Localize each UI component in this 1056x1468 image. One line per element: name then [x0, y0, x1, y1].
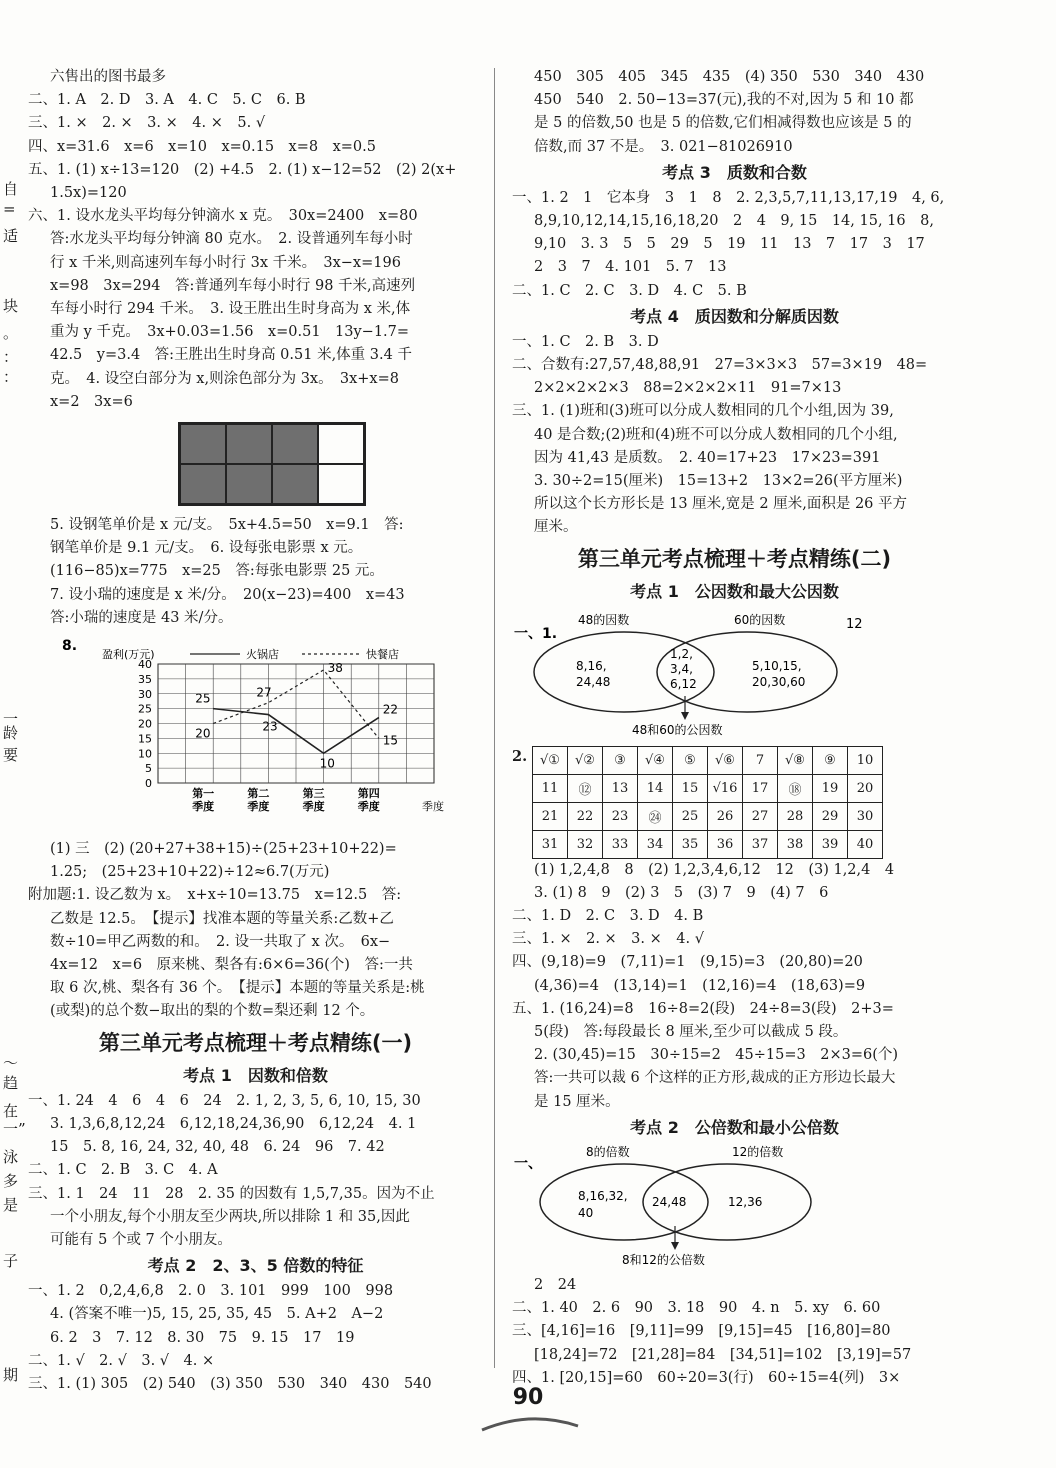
venn1-answer: 12	[846, 616, 863, 632]
page-number-swoosh	[480, 1412, 580, 1436]
margin-char: 。	[3, 324, 19, 342]
venn2-right-item: 12,36	[728, 1194, 763, 1209]
x-tick-label-line: 第二	[247, 787, 270, 801]
margin-char: 要	[3, 746, 19, 764]
y-tick-label: 5	[145, 762, 152, 776]
answer-line: 四、(9,18)=9 (7,11)=1 (9,15)=3 (20,80)=20	[512, 954, 863, 971]
venn2-label: 一、	[514, 1155, 542, 1172]
grid-cell: √16	[708, 774, 743, 802]
data-label: 25	[195, 691, 211, 706]
answer-line: (1) 1,2,4,8 8 (2) 1,2,3,4,6,12 12 (3) 1,2,4 4	[534, 861, 895, 878]
left-column	[28, 66, 483, 1396]
data-label: 23	[262, 719, 278, 734]
grid-cell: 34	[638, 830, 673, 858]
venn-diagram-multiples	[512, 1142, 957, 1270]
answer-line: 二、1. C 2. B 3. C 4. A	[28, 1162, 218, 1179]
y-tick-label: 10	[138, 747, 152, 761]
grid-cell: √②	[568, 746, 603, 774]
answer-line: 二、1. √ 2. √ 3. √ 4. ×	[28, 1352, 215, 1369]
answer-line: 车每小时行 294 千米。 3. 设王胜出生时身高为 x 米,体	[50, 301, 411, 318]
venn1-right-item: 20,30,60	[752, 674, 806, 689]
answer-line: 四、1. [20,15]=60 60÷20=3(行) 60÷15=4(列) 3×	[512, 1369, 901, 1386]
r-point2-title: 考点 2 公倍数和最小公倍数	[630, 1117, 839, 1137]
legend-hotpot: 火锅店	[246, 648, 279, 662]
answer-line: (4,36)=4 (13,14)=1 (12,16)=4 (18,63)=9	[534, 977, 866, 994]
margin-char: 泳	[3, 1148, 19, 1166]
grid-cell: 23	[603, 802, 638, 830]
answer-line: 五、1. (1) x÷13=120 (2) +4.5 2. (1) x−12=52 (2) 2(x+	[28, 161, 457, 178]
venn2-right-title: 12的倍数	[732, 1144, 784, 1159]
venn1-left-title: 48的因数	[578, 612, 630, 627]
shaded-cell	[272, 464, 318, 504]
margin-char: ：	[3, 368, 19, 386]
grid-cell: 21	[533, 802, 568, 830]
answer-line: 答:水龙头平均每分钟滴 80 克水。 2. 设普通列车每小时	[50, 231, 413, 248]
line-chart-svg	[40, 636, 480, 832]
venn2-left-title: 8的倍数	[586, 1144, 630, 1159]
answer-line: 6. 2 3 7. 12 8. 30 75 9. 15 17 19	[50, 1329, 355, 1346]
grid-cell: 7	[743, 746, 778, 774]
venn1-right-item: 5,10,15,	[752, 658, 802, 673]
answer-line: 厘米。	[534, 519, 578, 536]
blank-cell	[318, 424, 364, 464]
right-column	[512, 66, 957, 1390]
x-tick-label	[192, 786, 214, 813]
x-tick-label-line: 季度	[192, 800, 215, 814]
answer-line: 乙数是 12.5。 【提示】找准本题的等量关系:乙数+乙	[50, 910, 394, 927]
x-tick-label-line: 第三	[302, 787, 325, 801]
answer-line: 三、1. (1)班和(3)班可以分成人数相同的几个小组,因为 39,	[512, 403, 894, 420]
margin-char: 龄	[3, 724, 19, 742]
grid-cell: 25	[673, 802, 708, 830]
grid-cell: 27	[743, 802, 778, 830]
margin-char: 自	[3, 180, 19, 198]
venn1-center-item: 3,4,	[670, 661, 693, 676]
y-tick-label: 35	[138, 672, 152, 686]
x-tick-label	[303, 786, 325, 813]
answer-line: 2. (30,45)=15 30÷15=2 45÷15=3 2×3=6(个)	[534, 1047, 899, 1064]
x-axis-label: 季度	[422, 800, 444, 814]
margin-char: ：	[3, 348, 19, 366]
answer-line: 9,10 3. 3 5 5 29 5 19 11 13 7 17 3 17	[534, 236, 925, 253]
number-grid	[532, 746, 883, 859]
answer-line: 三、1. × 2. × 3. × 4. × 5. √	[28, 115, 266, 132]
grid-cell: 10	[848, 746, 883, 774]
grid-cell: 20	[848, 774, 883, 802]
grid-cell: 33	[603, 830, 638, 858]
margin-char: 期	[3, 1366, 19, 1384]
answer-line: 二、1. A 2. D 3. A 4. C 5. C 6. B	[28, 92, 306, 109]
grid-cell: 19	[813, 774, 848, 802]
grid-cell: 38	[778, 830, 813, 858]
answer-line: 重为 y 千克。 3x+0.03=1.56 x=0.51 13y−1.7=	[50, 324, 410, 341]
x-tick-label-line: 季度	[302, 800, 325, 814]
margin-char: 一	[3, 710, 19, 728]
answer-line: 因为 41,43 是质数。 2. 40=17+23 17×23=391	[534, 449, 881, 466]
column-divider	[494, 68, 495, 1368]
profit-line-chart	[28, 636, 483, 832]
answer-line: 三、[4,16]=16 [9,11]=99 [9,15]=45 [16,80]=80	[512, 1323, 891, 1340]
grid-cell: 36	[708, 830, 743, 858]
answer-line: 五、1. (16,24)=8 16÷8=2(段) 24÷8=3(段) 2+3=	[512, 1000, 894, 1017]
grid-cell: 22	[568, 802, 603, 830]
x-tick-label-line: 第四	[357, 787, 380, 801]
grid-cell: √①	[533, 746, 568, 774]
y-tick-label: 20	[138, 717, 152, 731]
number-grid-section	[512, 746, 957, 859]
data-label: 38	[327, 661, 343, 676]
margin-char: 多	[3, 1172, 19, 1190]
margin-char: 一”	[3, 1120, 26, 1138]
x-tick-label	[358, 786, 380, 813]
data-label: 20	[195, 726, 211, 741]
answer-line: 答:一共可以裁 6 个这样的正方形,裁成的正方形边长最大	[534, 1070, 896, 1087]
grid-cell: √⑧	[778, 746, 813, 774]
grid-cell: 11	[533, 774, 568, 802]
shaded-rectangle-figure	[178, 422, 366, 506]
answer-line: 行 x 千米,则高速列车每小时行 3x 千米。 3x−x=196	[50, 254, 401, 271]
venn1-left-item: 24,48	[576, 674, 611, 689]
venn2-arrowhead	[671, 1242, 679, 1250]
answer-line: 1.25; (25+23+10+22)÷12≈6.7(万元)	[50, 864, 330, 881]
venn-diagram-factors	[512, 606, 957, 738]
grid-cell: 13	[603, 774, 638, 802]
grid-cell: ⑱	[778, 774, 813, 802]
shaded-cell	[272, 424, 318, 464]
grid-label: 2.	[512, 747, 528, 765]
shaded-cell	[180, 424, 226, 464]
venn2-center-item: 24,48	[652, 1194, 687, 1209]
answer-line: 可能有 5 个或 7 个小朋友。	[50, 1231, 232, 1248]
answer-line: [18,24]=72 [21,28]=84 [34,51]=102 [3,19]=57	[534, 1346, 912, 1363]
answer-line: 二、1. 40 2. 6 90 3. 18 90 4. n 5. xy 6. 60	[512, 1300, 881, 1317]
point3-title: 考点 3 质数和合数	[662, 162, 807, 182]
answer-line: 一个小朋友,每个小朋友至少两块,所以排除 1 和 35,因此	[50, 1208, 410, 1225]
grid-cell: ③	[603, 746, 638, 774]
grid-cell: 15	[673, 774, 708, 802]
grid-cell: 29	[813, 802, 848, 830]
margin-char: ～	[3, 1054, 19, 1072]
grid-cell: 30	[848, 802, 883, 830]
answer-line: (1) 三 (2) (20+27+38+15)÷(25+23+10+22)=	[50, 841, 397, 858]
margin-char: =	[3, 200, 16, 218]
grid-cell: 32	[568, 830, 603, 858]
venn1-arrowhead	[681, 712, 689, 720]
answer-line: 2 24	[534, 1276, 577, 1293]
answer-line: 答:小瑞的速度是 43 米/分。	[50, 609, 233, 626]
shaded-cell	[180, 464, 226, 504]
answer-line: (116−85)x=775 x=25 答:每张电影票 25 元。	[50, 563, 384, 580]
y-tick-label: 30	[138, 687, 152, 701]
grid-cell: 17	[743, 774, 778, 802]
unit3-title-1: 第三单元考点梳理＋考点精练(一)	[98, 1030, 413, 1055]
legend-fastfood: 快餐店	[366, 648, 399, 662]
answer-line: 2 3 7 4. 101 5. 7 13	[534, 259, 727, 276]
answer-line: x=98 3x=294 答:普通列车每小时行 98 千米,高速列	[50, 277, 416, 294]
answer-line: 一、1. 2 1 它本身 3 1 8 2. 2,3,5,7,11,13,17,19 4, 6,	[512, 189, 945, 206]
answer-line: 是 5 的倍数,50 也是 5 的倍数,它们相减得数也应该是 5 的	[534, 115, 912, 132]
grid-row	[533, 802, 883, 830]
y-tick-label: 25	[138, 702, 152, 716]
grid-cell: 35	[673, 830, 708, 858]
venn1-center-item: 1,2,	[670, 646, 693, 661]
answer-line: 3. 30÷2=15(厘米) 15=13+2 13×2=26(平方厘米)	[534, 473, 903, 490]
y-tick-label: 0	[145, 777, 152, 791]
answer-line: 4x=12 x=6 原来桃、梨各有:6×6=36(个) 答:一共	[50, 957, 413, 974]
answer-line: 40 是合数;(2)班和(4)班不可以分成人数相同的几个小组,	[534, 426, 898, 443]
answer-line: 二、1. D 2. C 3. D 4. B	[512, 908, 704, 925]
venn1-label: 一、1.	[514, 625, 558, 642]
grid-cell: 40	[848, 830, 883, 858]
chart-x-labels	[192, 786, 380, 813]
grid-cell: √④	[638, 746, 673, 774]
grid-cell: 28	[778, 802, 813, 830]
chart-grid	[158, 664, 434, 783]
point1-title: 考点 1 因数和倍数	[183, 1065, 328, 1085]
answer-line: 5. 设钢笔单价是 x 元/支。 5x+4.5=50 x=9.1 答:	[50, 517, 404, 534]
answer-line: (或梨)的总个数−取出的梨的个数=梨还剩 12 个。	[50, 1003, 375, 1020]
answer-line: 一、1. 24 4 6 4 6 24 2. 1, 2, 3, 5, 6, 10, 15, 30	[28, 1092, 421, 1109]
y-tick-label: 40	[138, 658, 152, 672]
answer-line: 15 5. 8, 16, 24, 32, 40, 48 6. 24 96 7. 42	[50, 1139, 385, 1156]
x-tick-label-line: 第一	[192, 787, 215, 801]
answer-line: 钢笔单价是 9.1 元/支。 6. 设每张电影票 x 元。	[50, 540, 363, 557]
margin-char: 适	[3, 227, 19, 245]
answer-line: 取 6 次,桃、梨各有 36 个。 【提示】本题的等量关系是:桃	[50, 980, 425, 997]
chart-series	[195, 661, 398, 770]
answer-line: 附加题:1. 设乙数为 x。 x+x÷10=13.75 x=12.5 答:	[28, 887, 402, 904]
y-axis-label: 盈利(万元)	[102, 648, 155, 662]
point4-title: 考点 4 质因数和分解质因数	[630, 306, 839, 326]
data-label: 10	[319, 756, 335, 771]
answer-line: 倍数,而 37 不是。 3. 021−81026910	[534, 138, 793, 155]
grid-row	[533, 830, 883, 858]
margin-char: 是	[3, 1196, 19, 1214]
answer-line: 450 305 405 345 435 (4) 350 530 340 430	[534, 69, 925, 85]
margin-char: 在	[3, 1102, 19, 1120]
r-point1-title: 考点 1 公因数和最大公因数	[630, 581, 839, 601]
venn2-left-item: 8,16,32,	[578, 1188, 628, 1203]
chart-item-label: 8.	[62, 638, 78, 655]
unit3-title-2: 第三单元考点梳理＋考点精练(二)	[577, 546, 892, 571]
answer-line: 一、1. 2 0,2,4,6,8 2. 0 3. 101 999 100 998	[28, 1283, 394, 1300]
answer-line: 数÷10=甲乙两数的和。 2. 设一共取了 x 次。 6x−	[50, 933, 391, 950]
answer-line: 是 15 厘米。	[534, 1093, 620, 1110]
answer-line: 二、合数有:27,57,48,88,91 27=3×3×3 57=3×19 48=	[512, 357, 928, 374]
grid-row	[533, 774, 883, 802]
margin-char: 子	[3, 1252, 19, 1270]
page-number: 90	[512, 1385, 544, 1410]
grid-cell: √⑥	[708, 746, 743, 774]
chart-ticks	[138, 658, 152, 790]
data-label: 15	[382, 733, 399, 748]
venn1-center-item: 6,12	[670, 676, 697, 691]
answer-line: 7. 设小瑞的速度是 x 米/分。 20(x−23)=400 x=43	[50, 586, 405, 603]
answer-line: 2×2×2×2×3 88=2×2×2×11 91=7×13	[534, 380, 842, 397]
answer-line: x=2 3x=6	[50, 393, 133, 410]
venn1-caption: 48和60的公因数	[632, 722, 723, 737]
answer-line: 四、x=31.6 x=6 x=10 x=0.15 x=8 x=0.5	[28, 138, 376, 155]
answer-line: 4. (答案不唯一)5, 15, 25, 35, 45 5. A+2 A−2	[50, 1306, 384, 1323]
y-tick-label: 15	[138, 732, 152, 746]
answer-line: 450 540 2. 50−13=37(元),我的不对,因为 5 和 10 都	[534, 92, 914, 109]
answer-line: 3. (1) 8 9 (2) 3 5 (3) 7 9 (4) 7 6	[534, 884, 829, 901]
grid-cell: ⑤	[673, 746, 708, 774]
grid-cell: ㉔	[638, 802, 673, 830]
answer-line: 1.5x)=120	[50, 185, 127, 202]
data-label: 22	[382, 702, 399, 717]
left-margin-fragments	[0, 0, 26, 1468]
grid-cell: ⑫	[568, 774, 603, 802]
answer-line: 六售出的图书最多	[50, 69, 166, 85]
venn2-caption: 8和12的公倍数	[622, 1252, 705, 1267]
answer-line: 二、1. C 2. C 3. D 4. C 5. B	[512, 282, 747, 299]
answer-line: 三、1. (1) 305 (2) 540 (3) 350 530 340 430 540	[28, 1375, 432, 1392]
grid-cell: 26	[708, 802, 743, 830]
blank-cell	[318, 464, 364, 504]
swoosh-curve	[482, 1419, 578, 1430]
answer-line: 克。 4. 设空白部分为 x,则涂色部分为 3x。 3x+x=8	[50, 370, 399, 387]
venn1-right-title: 60的因数	[734, 612, 786, 627]
answer-line: 8,9,10,12,14,15,16,18,20 2 4 9, 15 14, 15, 16 8,	[534, 213, 934, 230]
answer-line: 三、1. 1 24 11 28 2. 35 的因数有 1,5,7,35。因为不止	[28, 1185, 435, 1202]
data-label: 27	[256, 685, 272, 700]
grid-cell: ⑨	[813, 746, 848, 774]
answer-line: 42.5 y=3.4 答:王胜出生时身高 0.51 米,体重 3.4 千	[50, 347, 412, 364]
grid-cell: 39	[813, 830, 848, 858]
grid-row	[533, 746, 883, 774]
venn2-left-item: 40	[578, 1205, 594, 1220]
margin-char: 块	[3, 297, 19, 315]
answer-line: 5(段) 答:每段最长 8 厘米,至少可以截成 5 段。	[534, 1024, 848, 1041]
answer-line: 六、1. 设水龙头平均每分钟滴水 x 克。 30x=2400 x=80	[28, 208, 418, 225]
x-tick-label-line: 季度	[357, 800, 380, 814]
answer-line: 三、1. × 2. × 3. × 4. √	[512, 931, 704, 948]
grid-cell: 37	[743, 830, 778, 858]
answer-line: 所以这个长方形长是 13 厘米,宽是 2 厘米,面积是 26 平方	[534, 496, 907, 513]
answer-line: 3. 1,3,6,8,12,24 6,12,18,24,36,90 6,12,24 4. 1	[50, 1115, 417, 1132]
venn1-left-item: 8,16,	[576, 658, 607, 673]
grid-cell: 14	[638, 774, 673, 802]
shaded-cell	[226, 464, 272, 504]
x-tick-label	[247, 786, 269, 813]
grid-cell: 31	[533, 830, 568, 858]
shaded-cell	[226, 424, 272, 464]
answer-line: 一、1. C 2. B 3. D	[512, 333, 659, 350]
point2-title: 考点 2 2、3、5 倍数的特征	[147, 1256, 364, 1276]
margin-char: 趋	[3, 1074, 19, 1092]
x-tick-label-line: 季度	[247, 800, 270, 814]
